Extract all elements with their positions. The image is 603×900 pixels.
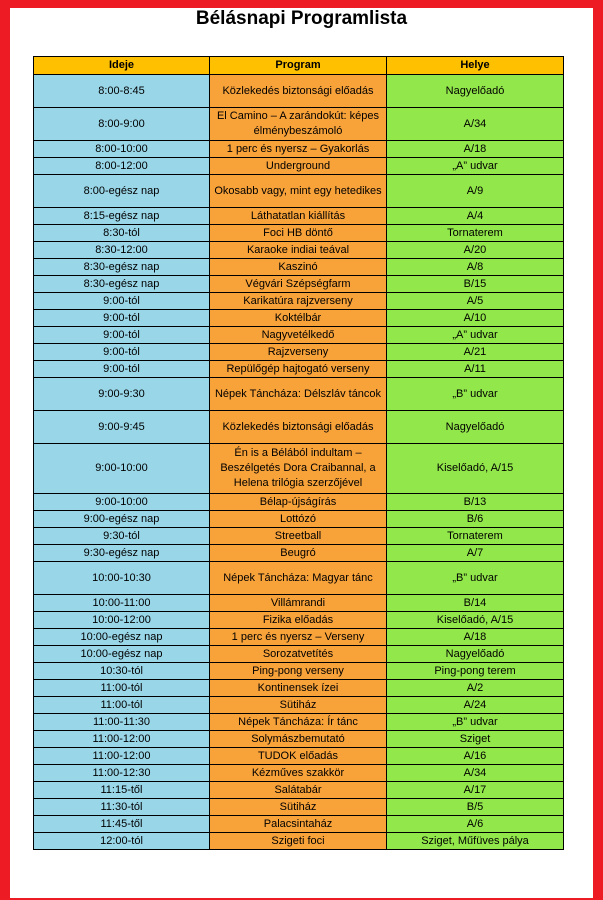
cell-time: 8:00-9:00 [34,108,210,141]
cell-program: Karikatúra rajzverseny [210,293,387,310]
cell-place: Sziget [387,731,564,748]
cell-program: Én is a Bélából indultam – Beszélgetés Dora Craibannal, a Helena trilógia szerzőjével [210,444,387,494]
cell-time: 9:00-tól [34,327,210,344]
cell-place: A/34 [387,108,564,141]
table-row [34,259,564,276]
cell-time: 11:00-12:30 [34,765,210,782]
cell-program: Népek Táncháza: Délszláv táncok [210,378,387,411]
cell-time: 8:30-egész nap [34,259,210,276]
cell-time: 9:00-tól [34,293,210,310]
table-row [34,108,564,141]
cell-program: Fizika előadás [210,612,387,629]
table-row [34,545,564,562]
cell-place: A/2 [387,680,564,697]
table-row [34,731,564,748]
cell-program: Foci HB döntő [210,225,387,242]
cell-place: A/20 [387,242,564,259]
cell-time: 8:15-egész nap [34,208,210,225]
cell-place: B/13 [387,494,564,511]
cell-place: Tornaterem [387,225,564,242]
cell-place: „B” udvar [387,562,564,595]
header-place: Helye [387,57,564,75]
table-row [34,378,564,411]
table-row [34,141,564,158]
cell-program: Streetball [210,528,387,545]
table-row [34,748,564,765]
table-row [34,511,564,528]
cell-time: 11:15-től [34,782,210,799]
table-row [34,361,564,378]
table-row [34,327,564,344]
cell-place: A/4 [387,208,564,225]
table-row [34,344,564,361]
cell-time: 12:00-tól [34,833,210,850]
cell-place: „A” udvar [387,158,564,175]
table-row [34,494,564,511]
table-row [34,444,564,494]
cell-place: A/21 [387,344,564,361]
table-row [34,714,564,731]
cell-program: Láthatatlan kiállítás [210,208,387,225]
program-rows [34,75,564,850]
cell-place: A/17 [387,782,564,799]
cell-time: 8:30-egész nap [34,276,210,293]
cell-place: A/7 [387,545,564,562]
cell-place: Sziget, Műfüves pálya [387,833,564,850]
cell-place: „A” udvar [387,327,564,344]
cell-time: 9:00-9:45 [34,411,210,444]
table-row [34,697,564,714]
cell-time: 10:00-12:00 [34,612,210,629]
table-row [34,242,564,259]
cell-time: 9:00-tól [34,361,210,378]
cell-time: 9:30-tól [34,528,210,545]
cell-time: 11:45-től [34,816,210,833]
cell-time: 10:00-11:00 [34,595,210,612]
cell-place: A/11 [387,361,564,378]
table-row [34,782,564,799]
cell-time: 8:30-12:00 [34,242,210,259]
cell-time: 9:00-tól [34,310,210,327]
table-row [34,528,564,545]
cell-place: A/16 [387,748,564,765]
table-row [34,833,564,850]
header-program: Program [210,57,387,75]
cell-program: Solymászbemutató [210,731,387,748]
cell-place: A/8 [387,259,564,276]
cell-program: Palacsintaház [210,816,387,833]
cell-program: Végvári Szépségfarm [210,276,387,293]
table-row [34,816,564,833]
cell-program: Underground [210,158,387,175]
cell-place: Nagyelőadó [387,646,564,663]
header-row [34,57,564,75]
cell-program: Kaszinó [210,259,387,276]
cell-time: 11:00-11:30 [34,714,210,731]
table-row [34,595,564,612]
cell-time: 9:00-9:30 [34,378,210,411]
cell-place: A/34 [387,765,564,782]
cell-program: Nagyvetélkedő [210,327,387,344]
table-row [34,225,564,242]
table-row [34,310,564,327]
cell-place: A/6 [387,816,564,833]
cell-program: Salátabár [210,782,387,799]
cell-time: 11:00-12:00 [34,748,210,765]
cell-program: Okosabb vagy, mint egy hetedikes [210,175,387,208]
table-row [34,208,564,225]
cell-time: 8:00-8:45 [34,75,210,108]
cell-place: A/18 [387,141,564,158]
cell-time: 8:00-egész nap [34,175,210,208]
cell-program: Közlekedés biztonsági előadás [210,75,387,108]
cell-program: Bélap-újságírás [210,494,387,511]
cell-time: 9:00-tól [34,344,210,361]
cell-program: 1 perc és nyersz – Gyakorlás [210,141,387,158]
cell-program: Ping-pong verseny [210,663,387,680]
cell-program: Szigeti foci [210,833,387,850]
table-row [34,663,564,680]
cell-time: 9:00-10:00 [34,494,210,511]
table-row [34,562,564,595]
cell-program: Sütiház [210,697,387,714]
cell-program: Kézműves szakkör [210,765,387,782]
cell-program: TUDOK előadás [210,748,387,765]
cell-place: Ping-pong terem [387,663,564,680]
cell-time: 11:00-12:00 [34,731,210,748]
cell-place: A/18 [387,629,564,646]
cell-time: 11:00-tól [34,697,210,714]
table-row [34,646,564,663]
cell-time: 10:00-egész nap [34,629,210,646]
table-row [34,799,564,816]
table-row [34,276,564,293]
page-title: Bélásnapi Programlista [195,8,408,29]
table-row [34,158,564,175]
header-time: Ideje [34,57,210,75]
cell-program: Beugró [210,545,387,562]
cell-program: Népek Táncháza: Ír tánc [210,714,387,731]
cell-program: Népek Táncháza: Magyar tánc [210,562,387,595]
cell-program: Rajzverseny [210,344,387,361]
cell-time: 8:00-10:00 [34,141,210,158]
cell-program: Lottózó [210,511,387,528]
cell-time: 11:00-tól [34,680,210,697]
cell-program: Sütiház [210,799,387,816]
cell-program: Repülőgép hajtogató verseny [210,361,387,378]
cell-program: Kontinensek ízei [210,680,387,697]
table-row [34,75,564,108]
cell-place: Tornaterem [387,528,564,545]
cell-time: 9:00-10:00 [34,444,210,494]
cell-place: A/9 [387,175,564,208]
cell-time: 10:00-egész nap [34,646,210,663]
cell-place: B/14 [387,595,564,612]
table-row [34,293,564,310]
cell-program: Koktélbár [210,310,387,327]
cell-place: Kiselőadó, A/15 [387,612,564,629]
cell-program: Villámrandi [210,595,387,612]
table-row [34,629,564,646]
cell-program: Karaoke indiai teával [210,242,387,259]
cell-place: „B” udvar [387,714,564,731]
cell-place: A/10 [387,310,564,327]
program-table [33,56,564,850]
cell-place: A/24 [387,697,564,714]
table-row [34,765,564,782]
cell-place: Kiselőadó, A/15 [387,444,564,494]
cell-time: 8:00-12:00 [34,158,210,175]
cell-time: 8:30-tól [34,225,210,242]
cell-time: 9:00-egész nap [34,511,210,528]
table-row [34,680,564,697]
cell-place: Nagyelőadó [387,75,564,108]
cell-place: Nagyelőadó [387,411,564,444]
table-row [34,411,564,444]
cell-program: 1 perc és nyersz – Verseny [210,629,387,646]
cell-time: 9:30-egész nap [34,545,210,562]
cell-program: Közlekedés biztonsági előadás [210,411,387,444]
cell-program: Sorozatvetítés [210,646,387,663]
cell-place: A/5 [387,293,564,310]
table-row [34,175,564,208]
table-row [34,612,564,629]
cell-place: B/15 [387,276,564,293]
cell-place: B/5 [387,799,564,816]
cell-place: „B” udvar [387,378,564,411]
cell-time: 10:30-tól [34,663,210,680]
cell-program: El Camino – A zarándokút: képes élménybeszámoló [210,108,387,141]
cell-place: B/6 [387,511,564,528]
cell-time: 10:00-10:30 [34,562,210,595]
cell-time: 11:30-tól [34,799,210,816]
